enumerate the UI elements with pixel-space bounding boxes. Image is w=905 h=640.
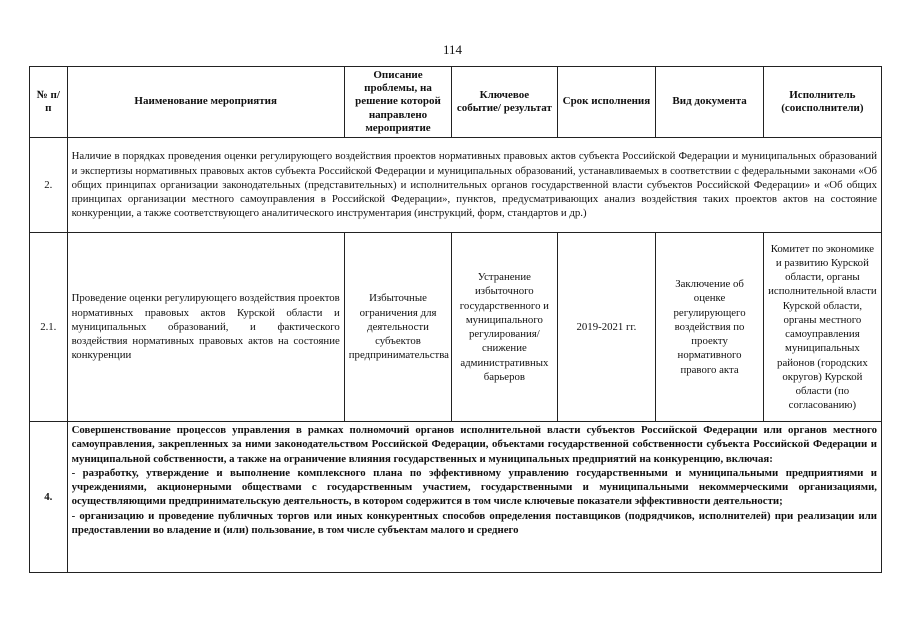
row-4-paragraph-3: - организацию и проведение публичных торгов или иных конкурентных способов определения поставщиков (подрядчиков, исполнителей) при реализации или предоставлении во владение и (или) пользование, в том числе субъектам малого и среднего [71,509,877,536]
row-2-1-problem: Избыточные ограничения для деятельности субъектов предпринимательства [344,233,451,422]
table-row-4 [30,422,882,573]
row-2-1-executor: Комитет по экономике и развитию Курской области, органы исполнительной власти Курской области, органы местного самоуправления муниципальных районов (городских округов) Курской области (по согласованию) [763,233,881,422]
header-problem: Описание проблемы, на решение которой направлено мероприятие [344,67,451,138]
row-4-text [67,422,881,573]
header-num: № п/п [30,67,68,138]
row-4-text-clip [72,423,877,571]
page-number: 114 [442,42,463,57]
row-4-num: 4. [30,422,68,573]
header-executor: Исполнитель (соисполнители) [763,67,881,138]
row-2-num: 2. [30,138,68,233]
row-2-1-num: 2.1. [30,233,68,422]
row-2-text: Наличие в порядках проведения оценки регулирующего воздействия проектов нормативных правовых актов субъекта Российской Федерации и муниципальных образований и экспертизы нормативных правовых актов субъекта Российской Федерации и муниципальных образований, устанавливаемых в соответствии с федеральными законами «Об общих принципах организации законодательных (представительных) и исполнительных органов государственной власти субъектов Российской Федерации» и «Об общих принципах организации местного самоуправления в Российской Федерации», пунктов, предусматривающих анализ воздействия таких проектов актов на состояние конкуренции, а также соответствующего аналитического инструментария (инструкций, форм, стандартов и др.) [67,138,881,233]
row-2-1-doc: Заключение об оценке регулирующего воздействия по проекту нормативного правого акта [656,233,763,422]
row-4-paragraph-2: - разработку, утверждение и выполнение комплексного плана по эффективному управлению государственными и муниципальными предприятиями и учреждениями, акционерными обществами с государственным участием, государственными и муниципальными некоммерческими организациями, осуществляющими предпринимательскую деятельность, в котором содержится в том числе ключевые показатели эффективности деятельности; [71,466,877,508]
row-2-1-name: Проведение оценки регулирующего воздействия проектов нормативных правовых актов Курской области и муниципальных образований, и фактического воздействия нормативных правовых актов на состояние конкуренции [67,233,344,422]
row-2-1-term: 2019-2021 гг. [557,233,656,422]
table-header-row [30,67,882,138]
row-4-paragraph-1: Совершенствование процессов управления в рамках полномочий органов исполнительной власти субъектов Российской Федерации или органов местного самоуправления, закрепленных за ними законодательством Российской Федерации, объектами государственной собственности субъекта Российской Федерации и муниципальной собственности, а также на ограничение влияния государственных и муниципальных предприятий на конкуренцию, включая: [71,424,877,465]
header-event: Ключевое событие/ результат [452,67,557,138]
row-2-1-event: Устранение избыточного государственного и муниципального регулирования/снижение административных барьеров [452,233,557,422]
measures-table [29,66,882,573]
table-row-2-1 [30,233,882,422]
header-term: Срок исполнения [557,67,656,138]
header-doc: Вид документа [656,67,763,138]
table-row-2 [30,138,882,233]
header-name: Наименование мероприятия [67,67,344,138]
